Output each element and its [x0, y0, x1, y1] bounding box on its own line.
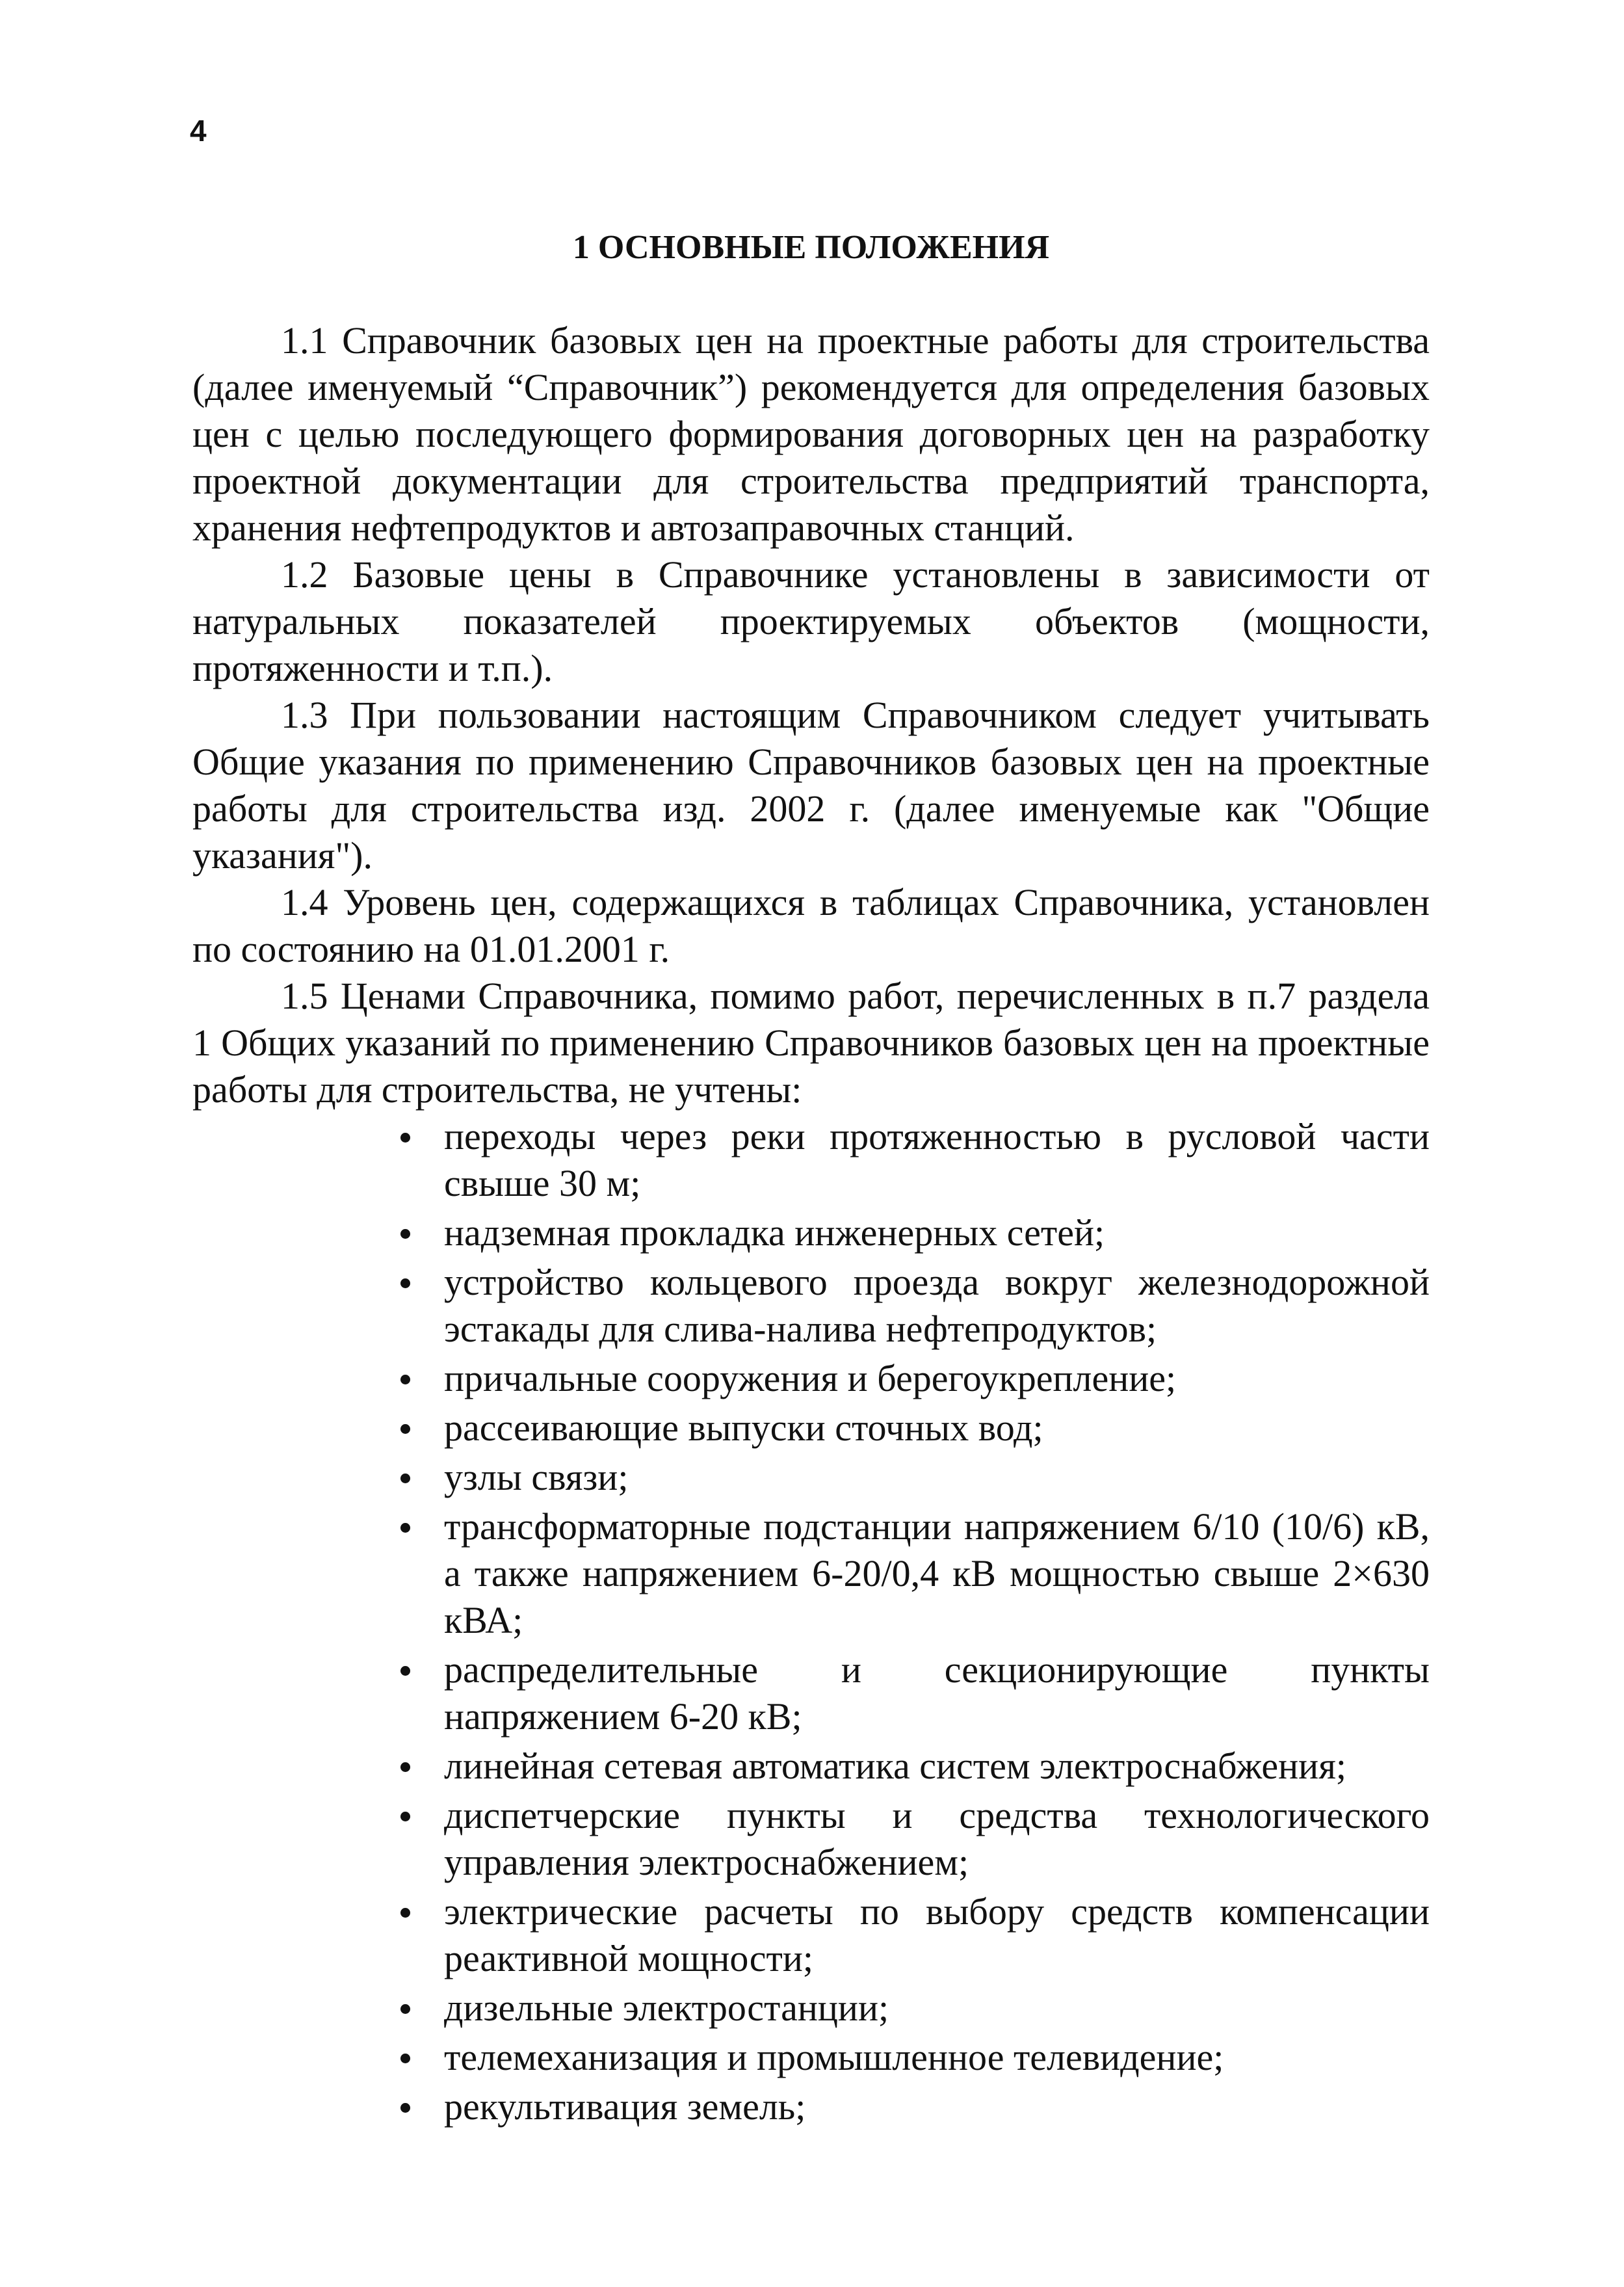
bullet-icon	[400, 1474, 410, 1483]
exclusions-list	[192, 1113, 1430, 2130]
list-item	[400, 2083, 1430, 2130]
section-title: 1 ОСНОВНЫЕ ПОЛОЖЕНИЯ	[572, 229, 1050, 266]
bullet-icon	[400, 1812, 410, 1821]
list-item-text: дизельные электростанции;	[444, 1987, 889, 2029]
paragraph-1-3: 1.3 При пользовании настоящим Справочником следует учитывать Общие указания по применению Справочников базовых цен на проектные работы для строительства изд. 2002 г. (далее именуемые как "Общие указания").	[192, 694, 1430, 877]
list-item	[400, 1985, 1430, 2031]
bullet-icon	[400, 1229, 410, 1239]
list-item-text: рассеивающие выпуски сточных вод;	[444, 1407, 1043, 1449]
list-item-text: распределительные и секционирующие пункты напряжением 6-20 кВ;	[444, 1648, 1430, 1738]
bullet-icon	[400, 1278, 410, 1288]
list-item-text: рекультивация земель;	[444, 2085, 806, 2128]
list-item	[400, 1259, 1430, 1353]
bullet-icon	[400, 1908, 410, 1918]
list-item-text: надземная прокладка инженерных сетей;	[444, 1211, 1105, 1254]
list-item-text: линейная сетевая автоматика систем электроснабжения;	[444, 1745, 1347, 1787]
list-item	[400, 1743, 1430, 1790]
bullet-icon	[400, 2004, 410, 2014]
list-item-text: телемеханизация и промышленное телевидение;	[444, 2036, 1224, 2078]
list-item-text: причальные сооружения и берегоукрепление;	[444, 1357, 1177, 1399]
bullet-icon	[400, 2054, 410, 2063]
list-item	[400, 1355, 1430, 1402]
list-item	[400, 1792, 1430, 1886]
bullet-icon	[400, 1375, 410, 1384]
list-item-text: диспетчерские пункты и средства технологического управления электроснабжением;	[444, 1794, 1430, 1883]
paragraph-1-2: 1.2 Базовые цены в Справочнике установлены в зависимости от натуральных показателей проектируемых объектов (мощности, протяженности и т.п.).	[192, 553, 1430, 689]
page-number: 4	[190, 114, 207, 148]
bullet-icon	[400, 2103, 410, 2113]
paragraph-1-5: 1.5 Ценами Справочника, помимо работ, перечисленных в п.7 раздела 1 Общих указаний по применению Справочников базовых цен на проектные работы для строительства, не учтены:	[192, 975, 1430, 1111]
bullet-icon	[400, 1762, 410, 1772]
bullet-icon	[400, 1133, 410, 1143]
list-item-text: электрические расчеты по выбору средств компенсации реактивной мощности;	[444, 1890, 1430, 1979]
list-item	[400, 1210, 1430, 1256]
list-item	[400, 1646, 1430, 1740]
document-body	[192, 317, 1430, 2133]
bullet-icon	[400, 1666, 410, 1676]
list-item	[400, 1113, 1430, 1207]
list-item-text: трансформаторные подстанции напряжением 6/10 (10/6) кВ, а также напряжением 6-20/0,4 кВ мощностью свыше 2×630 кВА;	[444, 1505, 1430, 1641]
paragraph-1-4: 1.4 Уровень цен, содержащихся в таблицах Справочника, установлен по состоянию на 01.01.2001 г.	[192, 881, 1430, 970]
list-item	[400, 1454, 1430, 1501]
list-item	[400, 1503, 1430, 1644]
list-item	[400, 1405, 1430, 1451]
list-item-text: узлы связи;	[444, 1456, 629, 1498]
list-item-text: устройство кольцевого проезда вокруг железнодорожной эстакады для слива-налива нефтепродуктов;	[444, 1261, 1430, 1350]
paragraph-1-1: 1.1 Справочник базовых цен на проектные работы для строительства (далее именуемый “Справочник”) рекомендуется для определения базовых цен с целью последующего формирования договорных цен на разработку проектной документации для строительства предприятий транспорта, хранения нефтепродуктов и автозаправочных станций.	[192, 319, 1430, 549]
bullet-icon	[400, 1523, 410, 1533]
list-item-text: переходы через реки протяженностью в русловой части свыше 30 м;	[444, 1115, 1430, 1204]
list-item	[400, 1888, 1430, 1982]
bullet-icon	[400, 1424, 410, 1434]
list-item	[400, 2034, 1430, 2081]
